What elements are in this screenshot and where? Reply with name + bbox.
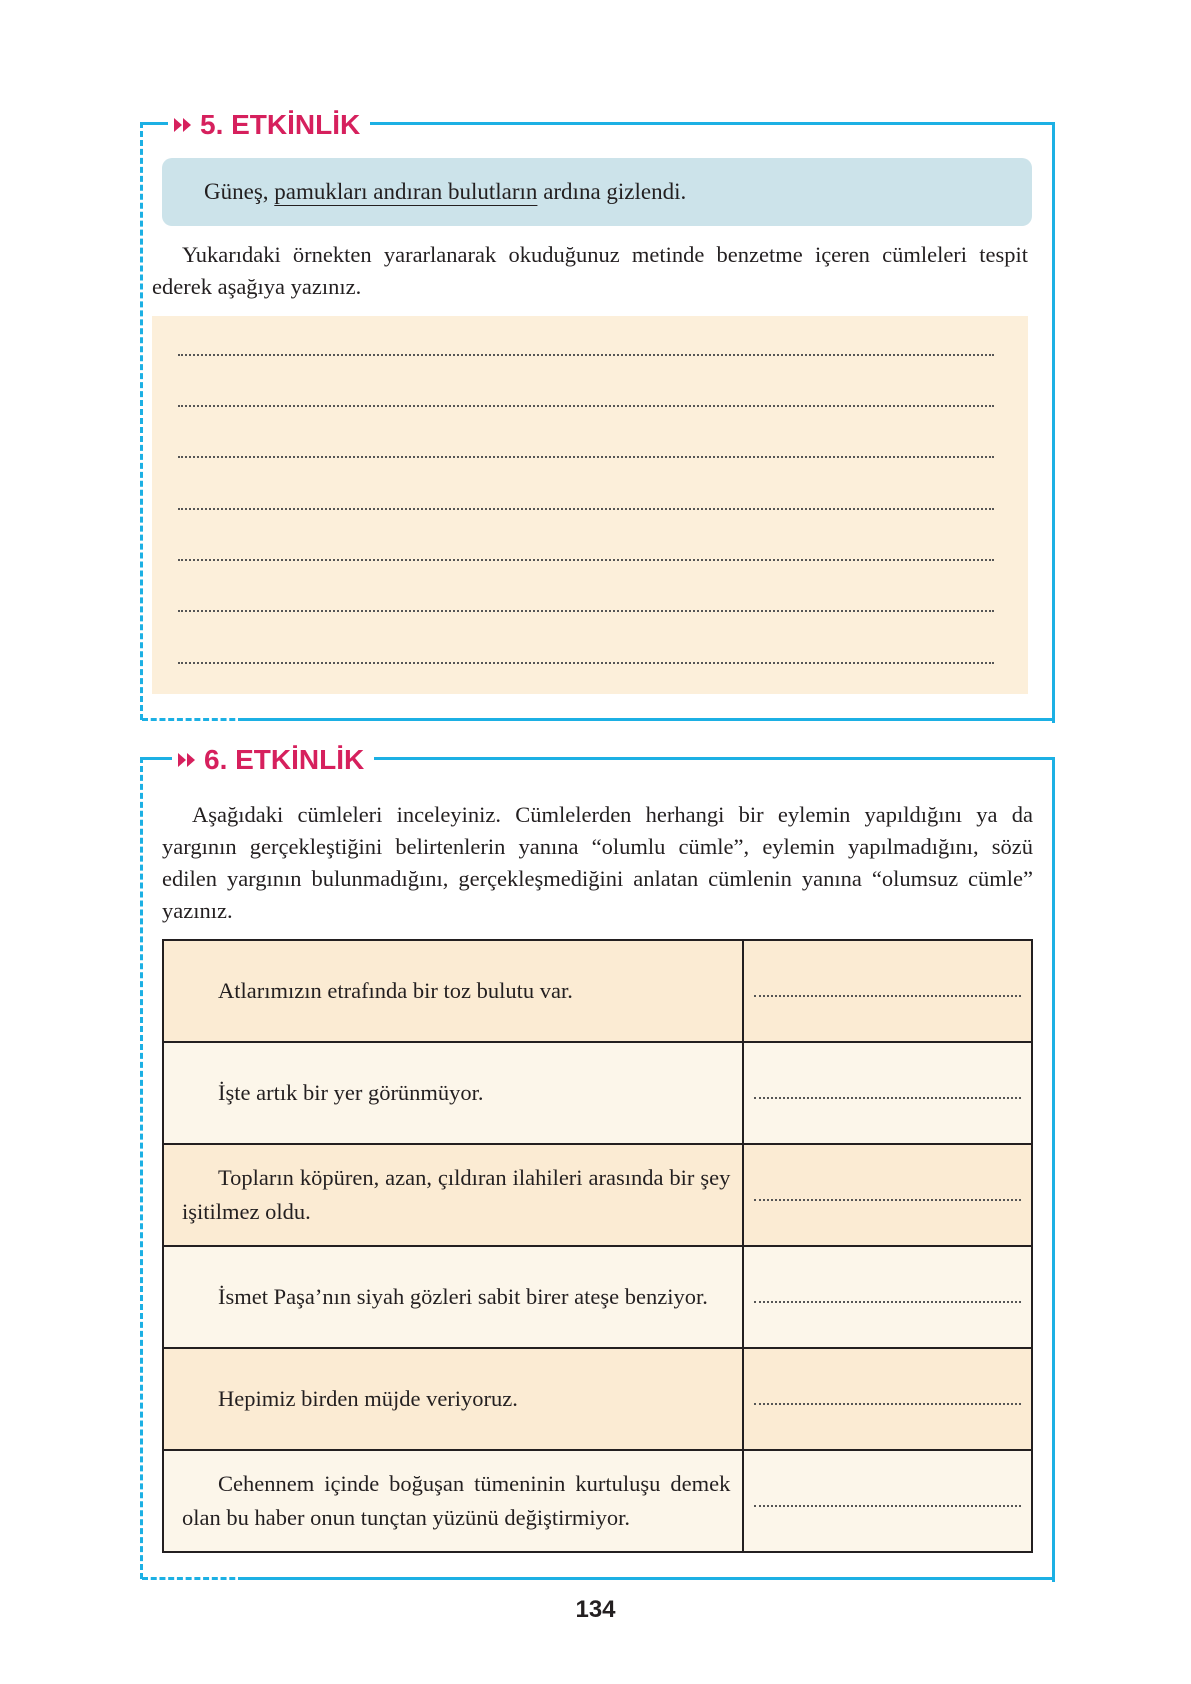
activity5-title-text: 5. ETKİNLİK bbox=[200, 109, 361, 140]
activity5-answer-area[interactable] bbox=[152, 316, 1028, 694]
answer-line[interactable] bbox=[178, 662, 994, 664]
answer-dotted-line[interactable] bbox=[754, 1403, 1021, 1405]
answer-line[interactable] bbox=[178, 508, 994, 510]
activity5-frame-bottom bbox=[244, 718, 1055, 721]
sentence-text: Hepimiz birden müjde veriyoruz. bbox=[218, 1386, 518, 1411]
activity5-frame-bottom-dashed bbox=[142, 718, 244, 721]
answer-dotted-line[interactable] bbox=[754, 1505, 1021, 1507]
sentence-text: Cehennem içinde boğuşan tümeninin kurtuluşu demek olan bu haber onun tunçtan yüzünü değiştirmiyor. bbox=[182, 1471, 731, 1530]
double-arrow-icon bbox=[178, 753, 196, 767]
activity6-title-text: 6. ETKİNLİK bbox=[204, 744, 365, 775]
answer-cell[interactable] bbox=[743, 1246, 1032, 1348]
table-row bbox=[163, 1348, 1032, 1450]
activity5-instruction-text: Yukarıdaki örnekten yararlanarak okuduğunuz metinde benzetme içeren cümleleri tespit ederek aşağıya yazınız. bbox=[152, 242, 1028, 299]
answer-line[interactable] bbox=[178, 354, 994, 356]
activity5-title bbox=[168, 105, 370, 145]
sentence-cell bbox=[163, 1450, 743, 1552]
page-number: 134 bbox=[575, 1596, 616, 1623]
activity6-title bbox=[172, 740, 374, 780]
answer-dotted-line[interactable] bbox=[754, 995, 1021, 997]
sentence-cell bbox=[163, 1348, 743, 1450]
example-after: ardına gizlendi. bbox=[537, 179, 687, 204]
sentence-table bbox=[162, 939, 1033, 1553]
answer-dotted-line[interactable] bbox=[754, 1199, 1021, 1201]
answer-cell[interactable] bbox=[743, 1450, 1032, 1552]
example-underlined-phrase: pamukları andıran bulutların bbox=[274, 179, 538, 204]
answer-dotted-line[interactable] bbox=[754, 1097, 1021, 1099]
activity6-instruction bbox=[162, 799, 1033, 927]
activity5-example-box bbox=[162, 158, 1032, 226]
example-before: Güneş, bbox=[204, 179, 275, 204]
sentence-cell bbox=[163, 1246, 743, 1348]
table-row bbox=[163, 1246, 1032, 1348]
answer-line[interactable] bbox=[178, 610, 994, 612]
answer-cell[interactable] bbox=[743, 1144, 1032, 1246]
sentence-cell bbox=[163, 1144, 743, 1246]
answer-cell[interactable] bbox=[743, 1348, 1032, 1450]
sentence-text: Topların köpüren, azan, çıldıran ilahileri arasında bir şey işitilmez oldu. bbox=[182, 1165, 731, 1224]
activity6-instruction-text: Aşağıdaki cümleleri inceleyiniz. Cümlelerden herhangi bir eylemin yapıldığını ya da yargının gerçekleştiğini belirtenlerin yanına “olumlu cümle”, eylemin yapılmadığını, sözü edilen yargının bulunmadığını, gerçekleşmediğini anlatan cümlenin yanına “olumsuz cümle” yazınız. bbox=[162, 802, 1033, 923]
activity6-frame-bottom bbox=[244, 1577, 1055, 1580]
activity6-frame-bottom-dashed bbox=[142, 1577, 244, 1580]
activity5-instruction bbox=[152, 239, 1028, 303]
answer-line[interactable] bbox=[178, 559, 994, 561]
table-row bbox=[163, 940, 1032, 1042]
answer-line[interactable] bbox=[178, 456, 994, 458]
example-sentence bbox=[162, 179, 686, 205]
sentence-text: İsmet Paşa’nın siyah gözleri sabit birer ateşe benziyor. bbox=[218, 1284, 708, 1309]
table-row bbox=[163, 1144, 1032, 1246]
answer-dotted-line[interactable] bbox=[754, 1301, 1021, 1303]
double-arrow-icon bbox=[174, 118, 192, 132]
answer-cell[interactable] bbox=[743, 1042, 1032, 1144]
activity5-frame-left bbox=[140, 122, 143, 720]
sentence-cell bbox=[163, 1042, 743, 1144]
sentence-cell bbox=[163, 940, 743, 1042]
answer-line[interactable] bbox=[178, 405, 994, 407]
activity6-frame-left bbox=[140, 757, 143, 1579]
table-row bbox=[163, 1042, 1032, 1144]
sentence-text: İşte artık bir yer görünmüyor. bbox=[218, 1080, 484, 1105]
table-row bbox=[163, 1450, 1032, 1552]
answer-cell[interactable] bbox=[743, 940, 1032, 1042]
sentence-text: Atlarımızın etrafında bir toz bulutu var. bbox=[218, 978, 573, 1003]
